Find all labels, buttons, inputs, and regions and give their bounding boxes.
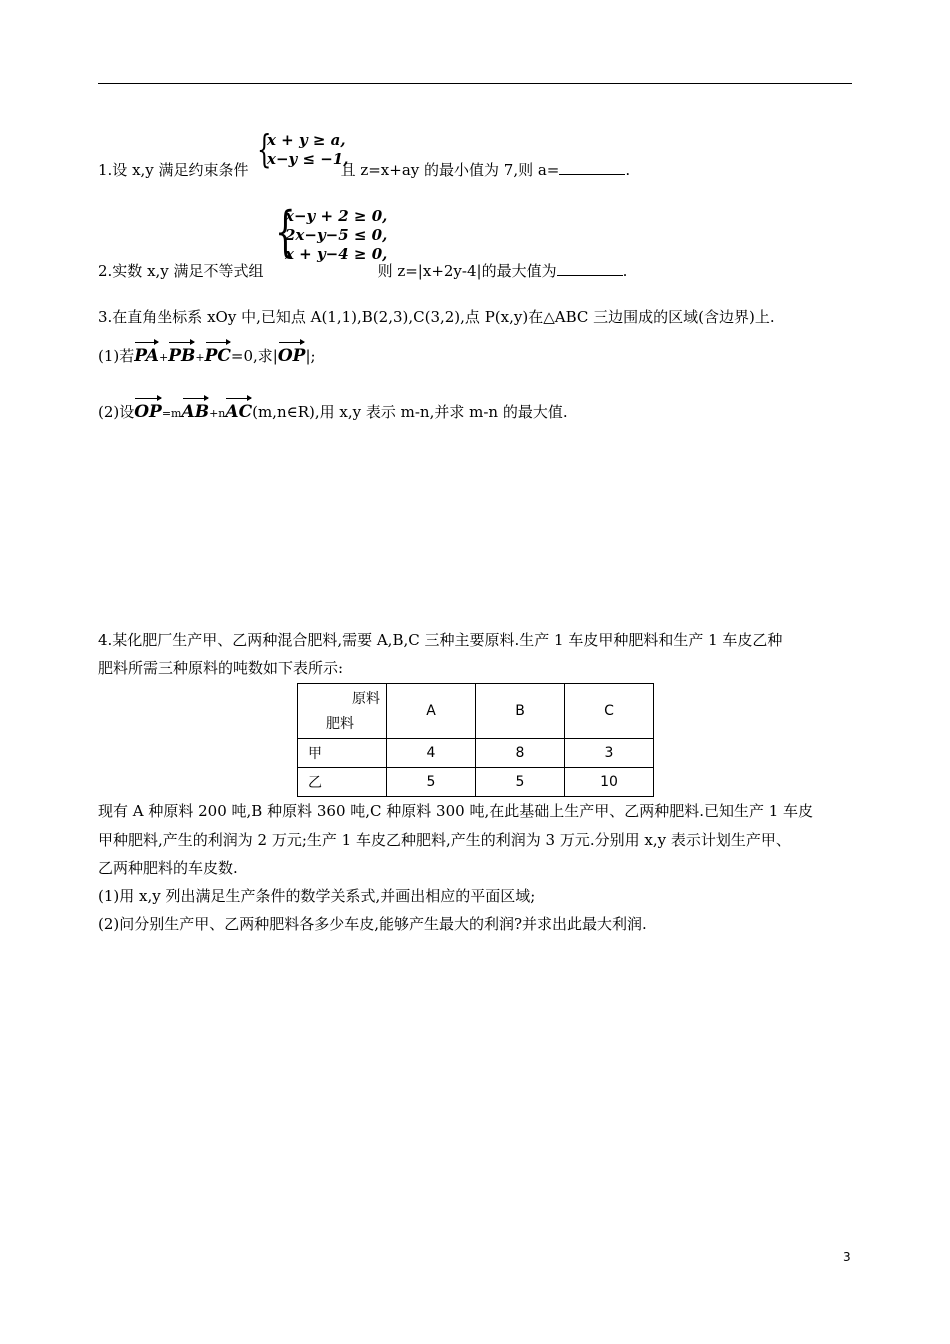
table-corner-cell bbox=[298, 684, 387, 739]
q3-part1: (1)若PA+PB+PC=0,求|OP|; bbox=[98, 340, 316, 368]
q1-prefix: 1.设 x,y 满足约束条件 bbox=[98, 161, 249, 179]
vector-pb: PB bbox=[168, 340, 195, 366]
q2-eq3: x + y−4 ≥ 0, bbox=[285, 245, 388, 263]
vector-ac: AC bbox=[225, 396, 252, 422]
q4-line2: 肥料所需三种原料的吨数如下表所示: bbox=[98, 659, 344, 677]
vector-op-2: OP bbox=[134, 396, 162, 422]
header-cell-c: C bbox=[565, 684, 654, 739]
page-number: 3 bbox=[843, 1250, 851, 1264]
vector-pa: PA bbox=[134, 340, 159, 366]
corner-label-material: 原料 bbox=[352, 691, 380, 707]
q4-line5: 乙两种肥料的车皮数. bbox=[98, 859, 238, 877]
q1-eq1: x + y ≥ a, bbox=[267, 131, 346, 149]
table-row bbox=[298, 739, 654, 768]
q2-eq2: 2x−y−5 ≤ 0, bbox=[285, 226, 388, 244]
vector-ab: AB bbox=[182, 396, 210, 422]
q4-part1: (1)用 x,y 列出满足生产条件的数学关系式,并画出相应的平面区域; bbox=[98, 887, 536, 905]
q1-line: 1.设 x,y 满足约束条件 且 z=x+ay 的最小值为 7,则 a= . bbox=[98, 161, 631, 179]
q1-eq2: x−y ≤ −1, bbox=[267, 150, 349, 168]
q2-prefix: 2.实数 x,y 满足不等式组 bbox=[98, 262, 264, 280]
table-row bbox=[298, 768, 654, 797]
q2-eq1: x−y + 2 ≥ 0, bbox=[285, 207, 388, 225]
header-cell-b: B bbox=[476, 684, 565, 739]
q4-line1: 4.某化肥厂生产甲、乙两种混合肥料,需要 A,B,C 三种主要原料.生产 1 车皮甲种肥料和生产 1 车皮乙种 bbox=[98, 631, 783, 649]
header-cell-a: A bbox=[387, 684, 476, 739]
vector-op: OP bbox=[278, 340, 306, 366]
q2-answer-blank bbox=[557, 261, 623, 276]
row-label-jia: 甲 bbox=[298, 739, 387, 768]
q3-stem: 3.在直角坐标系 xOy 中,已知点 A(1,1),B(2,3),C(3,2),点 P(x,y)在△ABC 三边围成的区域(含边界)上. bbox=[98, 308, 775, 326]
table-cell: 5 bbox=[476, 768, 565, 797]
q1-suffix: 且 z=x+ay 的最小值为 7,则 a= bbox=[340, 161, 560, 179]
row-label-yi: 乙 bbox=[298, 768, 387, 797]
q4-line3: 现有 A 种原料 200 吨,B 种原料 360 吨,C 种原料 300 吨,在此基础上生产甲、乙两种肥料.已知生产 1 车皮 bbox=[98, 802, 814, 820]
table-cell: 4 bbox=[387, 739, 476, 768]
raw-material-table bbox=[297, 683, 654, 797]
q2-line: 2.实数 x,y 满足不等式组 则 z=|x+2y-4|的最大值为 . bbox=[98, 262, 628, 280]
table-header-row bbox=[298, 684, 654, 739]
table-cell: 8 bbox=[476, 739, 565, 768]
q3-part2: (2)设OP=mAB+nAC(m,n∈R),用 x,y 表示 m-n,并求 m-n 的最大值. bbox=[98, 396, 568, 424]
table-cell: 10 bbox=[565, 768, 654, 797]
table-cell: 3 bbox=[565, 739, 654, 768]
q2-suffix: 则 z=|x+2y-4|的最大值为 bbox=[377, 262, 557, 280]
q1-answer-blank bbox=[559, 160, 625, 175]
table-cell: 5 bbox=[387, 768, 476, 797]
corner-label-fertilizer: 肥料 bbox=[326, 716, 354, 732]
q4-part2: (2)问分别生产甲、乙两种肥料各多少车皮,能够产生最大的利润?并求出此最大利润. bbox=[98, 915, 647, 933]
q4-line4: 甲种肥料,产生的利润为 2 万元;生产 1 车皮乙种肥料,产生的利润为 3 万元.分别用 x,y 表示计划生产甲、 bbox=[98, 831, 791, 849]
header-rule bbox=[98, 83, 852, 84]
vector-pc: PC bbox=[205, 340, 231, 366]
